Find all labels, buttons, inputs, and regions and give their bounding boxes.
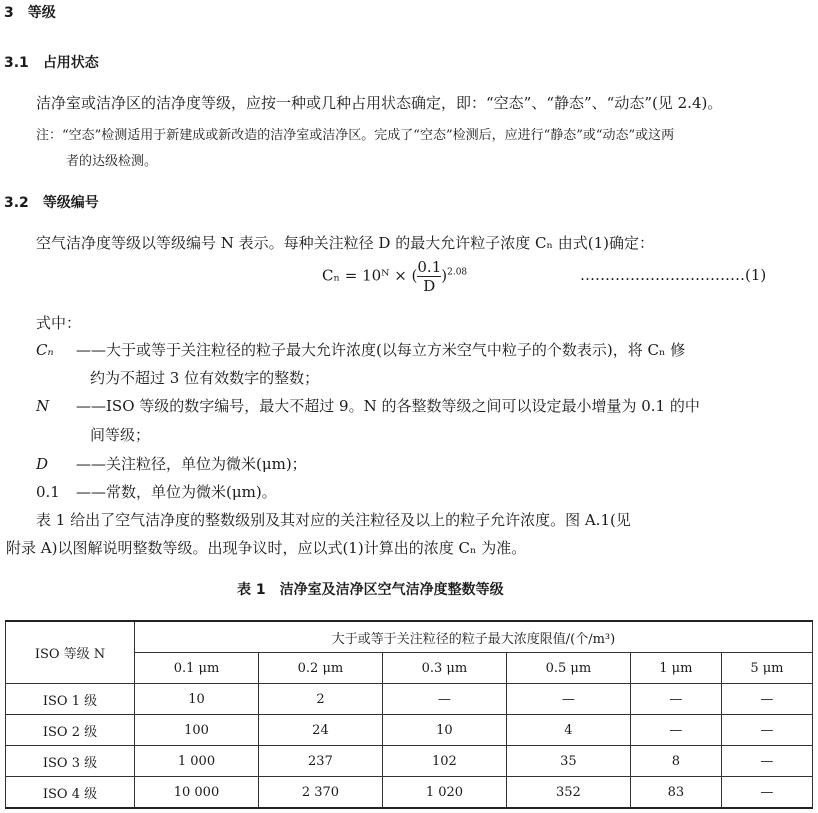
formula-reference: ……………………………(1) <box>580 266 767 284</box>
table-cell: 2 <box>258 684 382 715</box>
para2-line-2: 附录 A)以图解说明整数等级。出现争议时，应以式(1)计算出的浓度 Cₙ 为准。 <box>6 539 527 557</box>
table-cell: 237 <box>258 746 382 777</box>
group-header: 大于或等于关注粒径的粒子最大浓度限值/(个/m³) <box>135 621 813 653</box>
table-cell: 83 <box>630 777 721 809</box>
table-row <box>6 746 813 777</box>
table-cell: 24 <box>258 715 382 746</box>
table-cell: — <box>721 746 812 777</box>
section-3-2-paragraph: 空气洁净度等级以等级编号 N 表示。每种关注粒径 D 的最大允许粒子浓度 Cₙ 由式(1)确定： <box>36 234 654 252</box>
column-header: 5 μm <box>721 653 812 684</box>
def-n-cont: 间等级； <box>90 426 151 444</box>
table-cell: 10 <box>382 715 506 746</box>
formula-numerator: 0.1 <box>417 258 442 276</box>
table-cell: 100 <box>135 715 259 746</box>
where-label: 式中： <box>36 314 82 332</box>
section-3-heading: 3 等级 <box>4 5 56 21</box>
table-cell: 8 <box>630 746 721 777</box>
row-label: ISO 3 级 <box>6 746 135 777</box>
table-row <box>6 715 813 746</box>
table-cell: — <box>506 684 630 715</box>
def-d: D ——关注粒径，单位为微米(μm)； <box>36 455 307 473</box>
note-line-2: 者的达级检测。 <box>66 154 158 169</box>
def-n: N ——ISO 等级的数字编号，最大不超过 9。N 的各整数等级之间可以设定最小增量为 0.1 的中 <box>36 397 700 415</box>
table-cell: — <box>382 684 506 715</box>
def-constant: 0.1 ——常数，单位为微米(μm)。 <box>36 483 277 501</box>
formula-lhs: Cₙ = 10ᴺ × <box>322 266 407 285</box>
table-cell: 10 <box>135 684 259 715</box>
row-label: ISO 1 级 <box>6 684 135 715</box>
row-header: ISO 等级 N <box>6 621 135 684</box>
table-cell: — <box>630 684 721 715</box>
def-cn: Cₙ ——大于或等于关注粒径的粒子最大允许浓度(以每立方米空气中粒子的个数表示)，将 Cₙ 修 <box>36 341 686 359</box>
table-cell: 1 020 <box>382 777 506 809</box>
section-3-2-heading: 3.2 等级编号 <box>4 195 99 211</box>
table-cell: 2 370 <box>258 777 382 809</box>
section-3-1-paragraph: 洁净室或洁净区的洁净度等级，应按一种或几种占用状态确定，即：“空态”、“静态”、“动态”(见 2.4)。 <box>36 94 723 112</box>
table-cell: — <box>721 715 812 746</box>
column-header: 1 μm <box>630 653 721 684</box>
table-cell: 10 000 <box>135 777 259 809</box>
column-header: 0.3 μm <box>382 653 506 684</box>
table-cell: — <box>721 684 812 715</box>
table-cell: 102 <box>382 746 506 777</box>
cleanliness-class-table <box>5 620 813 809</box>
table-cell: 1 000 <box>135 746 259 777</box>
table-cell: — <box>721 777 812 809</box>
row-label: ISO 4 级 <box>6 777 135 809</box>
column-header: 0.5 μm <box>506 653 630 684</box>
table-row <box>6 777 813 809</box>
note-line-1: 注：“空态”检测适用于新建成或新改造的洁净室或洁净区。完成了“空态”检测后，应进行“静态”或“动态”或这两 <box>36 128 675 143</box>
table-cell: — <box>630 715 721 746</box>
table-row <box>6 684 813 715</box>
formula-denominator: D <box>423 277 436 295</box>
row-label: ISO 2 级 <box>6 715 135 746</box>
para2-line-1: 表 1 给出了空气洁净度的整数级别及其对应的关注粒径及以上的粒子允许浓度。图 A.1(见 <box>36 511 631 529</box>
table-cell: 352 <box>506 777 630 809</box>
section-3-1-heading: 3.1 占用状态 <box>4 55 99 71</box>
column-header: 0.2 μm <box>258 653 382 684</box>
formula-1: Cₙ = 10ᴺ × ( $\frac{0.1}{D}$ )$^{2.08}$ <box>322 258 468 295</box>
table-cell: 35 <box>506 746 630 777</box>
table-title: 表 1 洁净室及洁净区空气洁净度整数等级 <box>237 582 504 598</box>
def-cn-cont: 约为不超过 3 位有效数字的整数； <box>90 369 320 387</box>
table-cell: 4 <box>506 715 630 746</box>
column-header: 0.1 μm <box>135 653 259 684</box>
formula-exponent: 2.08 <box>447 267 468 278</box>
